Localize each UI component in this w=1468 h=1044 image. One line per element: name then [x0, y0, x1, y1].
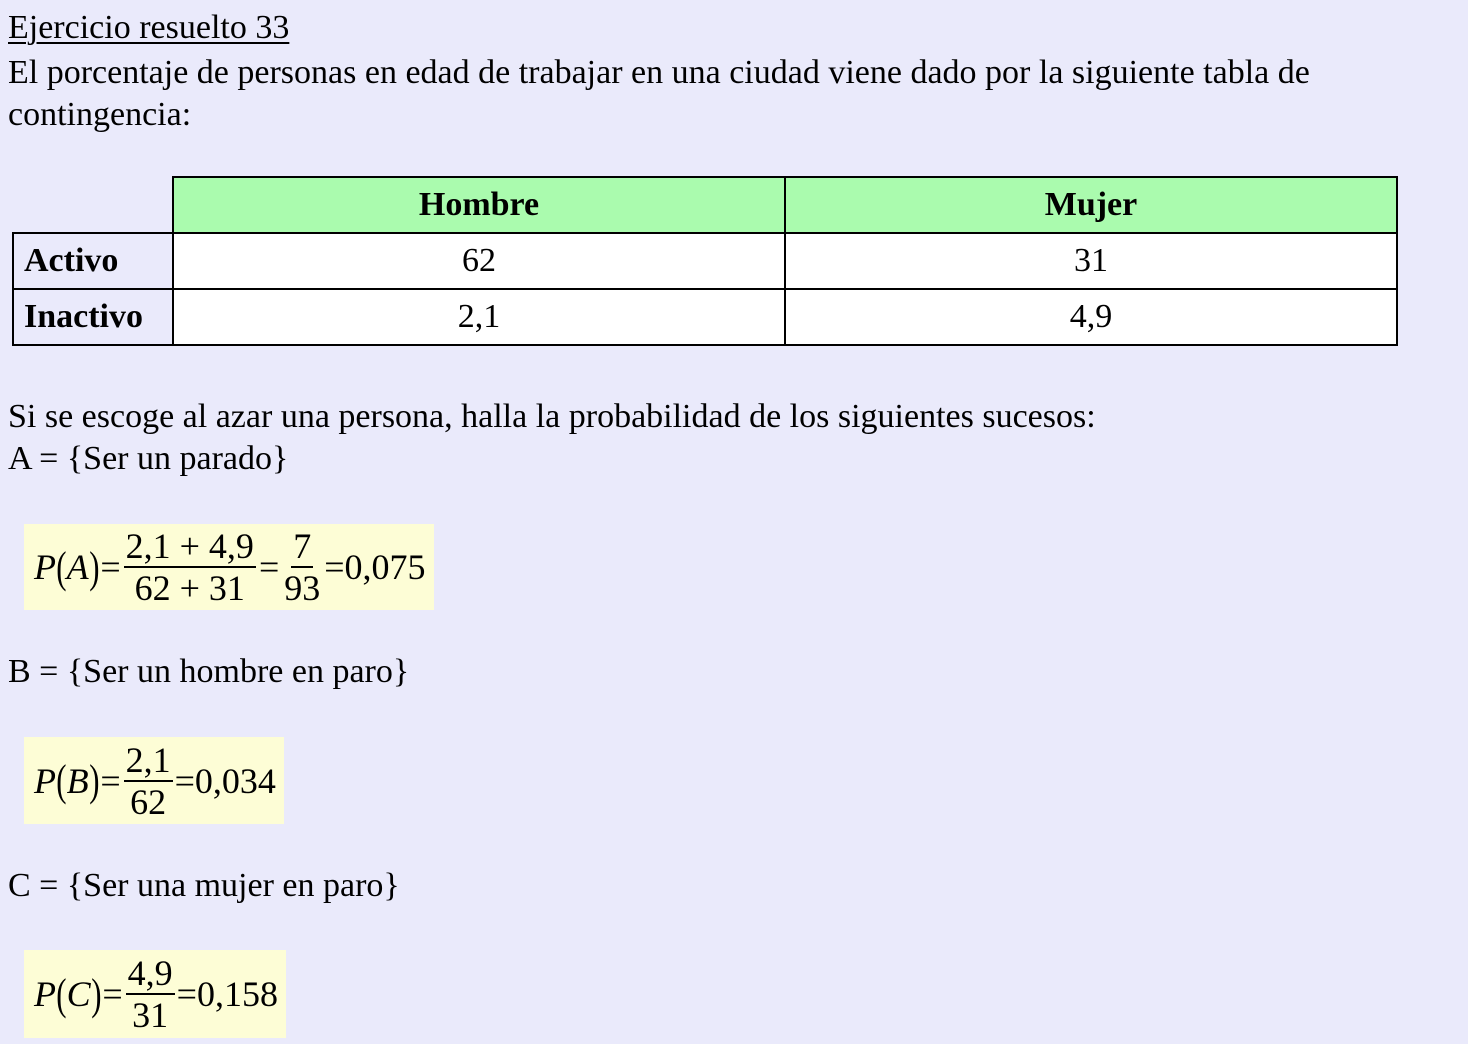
formula-b-numerator: 2,1 — [125, 739, 171, 780]
formula-c-denominator: 31 — [132, 995, 169, 1035]
event-b-definition: B = {Ser un hombre en paro} — [8, 653, 410, 690]
cell-inactivo-mujer: 4,9 — [785, 289, 1397, 345]
formula-c-result: =0,158 — [176, 974, 278, 1014]
formula-a-numerator-1: 2,1 + 4,9 — [125, 526, 254, 566]
formula-b-eq: = — [100, 760, 121, 801]
cell-activo-mujer: 31 — [785, 233, 1397, 289]
formula-c: P ( C ) = $\frac{4,9}{31}$ =0,158 — [24, 950, 286, 1038]
formula-a-numerator-2: 7 — [293, 526, 312, 566]
table-header-row — [13, 177, 1397, 233]
formula-c-var: C — [66, 974, 91, 1014]
formula-a-p: P — [34, 547, 56, 587]
formula-a-fraction-1 — [124, 528, 256, 606]
formula-a-eq1: = — [100, 547, 121, 587]
formula-b-var: B — [66, 760, 89, 801]
row-header-inactivo: Inactivo — [13, 289, 173, 345]
event-c-definition: C = {Ser una mujer en paro} — [8, 867, 400, 904]
exercise-title: Ejercicio resuelto 33 — [8, 9, 290, 46]
formula-a-denominator-1: 62 + 31 — [134, 568, 245, 608]
formula-b-result: =0,034 — [174, 760, 276, 801]
formula-a-denominator-2: 93 — [284, 568, 321, 608]
table-row — [13, 289, 1397, 345]
formula-b-denominator: 62 — [130, 781, 167, 822]
table-corner — [13, 177, 173, 233]
intro-text: El porcentaje de personas en edad de trabajar en una ciudad viene dado por la siguiente tabla de contingencia: — [8, 54, 1310, 133]
formula-b-p: P — [34, 760, 56, 801]
event-a-definition: A = {Ser un parado} — [8, 440, 289, 477]
table-row — [13, 233, 1397, 289]
contingency-table — [12, 176, 1398, 346]
formula-b: P ( B ) = $\frac{2,1}{62}$ =0,034 — [24, 737, 284, 824]
cell-inactivo-hombre: 2,1 — [173, 289, 785, 345]
formula-c-p: P — [34, 974, 56, 1014]
cell-activo-hombre: 62 — [173, 233, 785, 289]
column-header-mujer: Mujer — [785, 177, 1397, 233]
formula-c-eq: = — [102, 974, 123, 1014]
question-text: Si se escoge al azar una persona, halla la probabilidad de los siguientes sucesos: — [8, 398, 1096, 435]
formula-a-eq2: = — [258, 547, 280, 587]
formula-c-numerator: 4,9 — [127, 953, 173, 993]
formula-a-fraction-2 — [282, 528, 322, 606]
formula-a: P ( A ) = $\frac{2,1 + 4,9}{62 + 31}$ = $\frac{7}{93}$ =0,075 — [24, 524, 434, 610]
formula-b-fraction — [124, 739, 173, 822]
formula-a-result: =0,075 — [324, 547, 426, 587]
formula-c-fraction — [126, 955, 175, 1033]
column-header-hombre: Hombre — [173, 177, 785, 233]
row-header-activo: Activo — [13, 233, 173, 289]
formula-a-var: A — [66, 547, 89, 587]
